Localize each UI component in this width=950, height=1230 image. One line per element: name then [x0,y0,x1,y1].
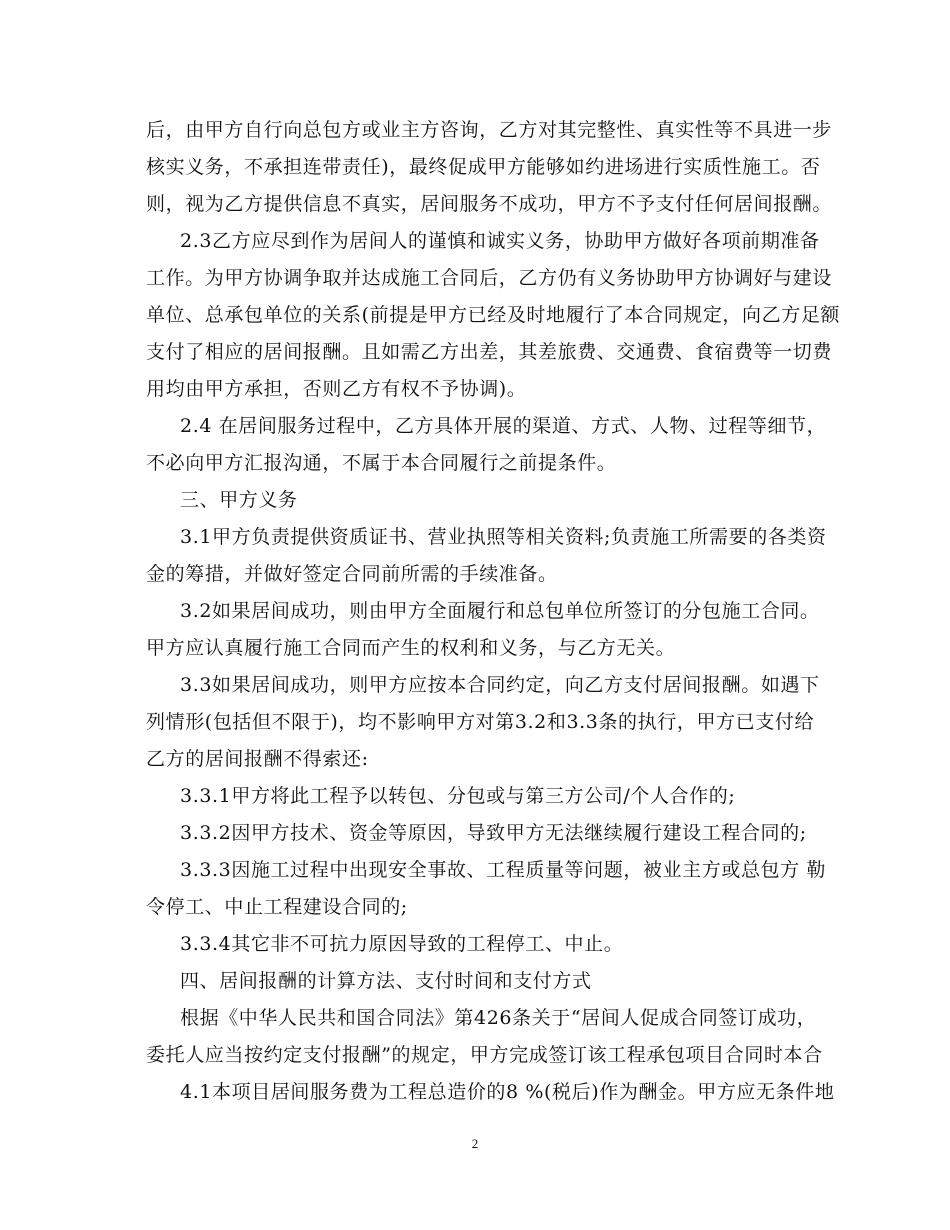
paragraph-line: 甲方应认真履行施工合同而产生的权利和义务，与乙方无关。 [146,637,676,659]
paragraph-line: 3.3.1甲方将此工程予以转包、分包或与第三方公司/个人合作的; [180,785,736,807]
paragraph-line: 委托人应当按约定支付报酬”的规定，甲方完成签订该工程承包项目合同时本合 [146,1044,823,1066]
paragraph-line: 3.3.4其它非不可抗力原因导致的工程停工、中止。 [180,933,624,955]
paragraph-line: 2.4 在居间服务过程中，乙方具体开展的渠道、方式、人物、过程等细节， [180,415,827,437]
paragraph-line: 3.2如果居间成功，则由甲方全面履行和总包单位所签订的分包施工合同。 [180,600,820,622]
paragraph-line: 用均由甲方承担，否则乙方有权不予协调)。 [146,378,527,400]
paragraph-line: 工作。为甲方协调争取并达成施工合同后，乙方仍有义务协助甲方协调好与建设 [146,267,833,289]
paragraph-line: 支付了相应的居间报酬。且如需乙方出差，其差旅费、交通费、食宿费等一切费 [146,341,833,363]
paragraph-line: 根据《中华人民共和国合同法》第426条关于“居间人促成合同签订成功， [180,1007,817,1029]
page-number: 2 [471,1136,479,1151]
paragraph-line: 3.3.3因施工过程中出现安全事故、工程质量等问题，被业主方或总包方 勒 [180,859,826,881]
paragraph-line: 3.3.2因甲方技术、资金等原因，导致甲方无法继续履行建设工程合同的; [180,822,807,844]
paragraph-line: 金的筹措，并做好签定合同前所需的手续准备。 [146,563,558,585]
paragraph-line: 4.1本项目居间服务费为工程总造价的8 %(税后)作为酬金。甲方应无条件地 [180,1081,835,1103]
paragraph-line: 3.1甲方负责提供资质证书、营业执照等相关资料;负责施工所需要的各类资 [180,526,827,548]
paragraph-line: 乙方的居间报酬不得索还: [146,748,369,770]
paragraph-line: 令停工、中止工程建设合同的; [146,896,408,918]
section-heading: 三、甲方义务 [180,489,298,511]
paragraph-line: 不必向甲方汇报沟通，不属于本合同履行之前提条件。 [146,452,617,474]
paragraph-line: 3.3如果居间成功，则甲方应按本合同约定，向乙方支付居间报酬。如遇下 [180,674,820,696]
paragraph-line: 单位、总承包单位的关系(前提是甲方已经及时地履行了本合同规定，向乙方足额 [146,304,841,326]
paragraph-line: 核实义务，不承担连带责任)，最终促成甲方能够如约进场进行实质性施工。否 [146,156,821,178]
paragraph-line: 则，视为乙方提供信息不真实，居间服务不成功，甲方不予支付任何居间报酬。 [146,193,833,215]
paragraph-line: 后，由甲方自行向总包方或业主方咨询，乙方对其完整性、真实性等不具进一步 [146,119,833,141]
section-heading: 四、居间报酬的计算方法、支付时间和支付方式 [180,970,592,992]
paragraph-line: 2.3乙方应尽到作为居间人的谨慎和诚实义务，协助甲方做好各项前期准备 [180,230,820,252]
paragraph-line: 列情形(包括但不限于)，均不影响甲方对第3.2和3.3条的执行，甲方已支付给 [146,711,815,733]
